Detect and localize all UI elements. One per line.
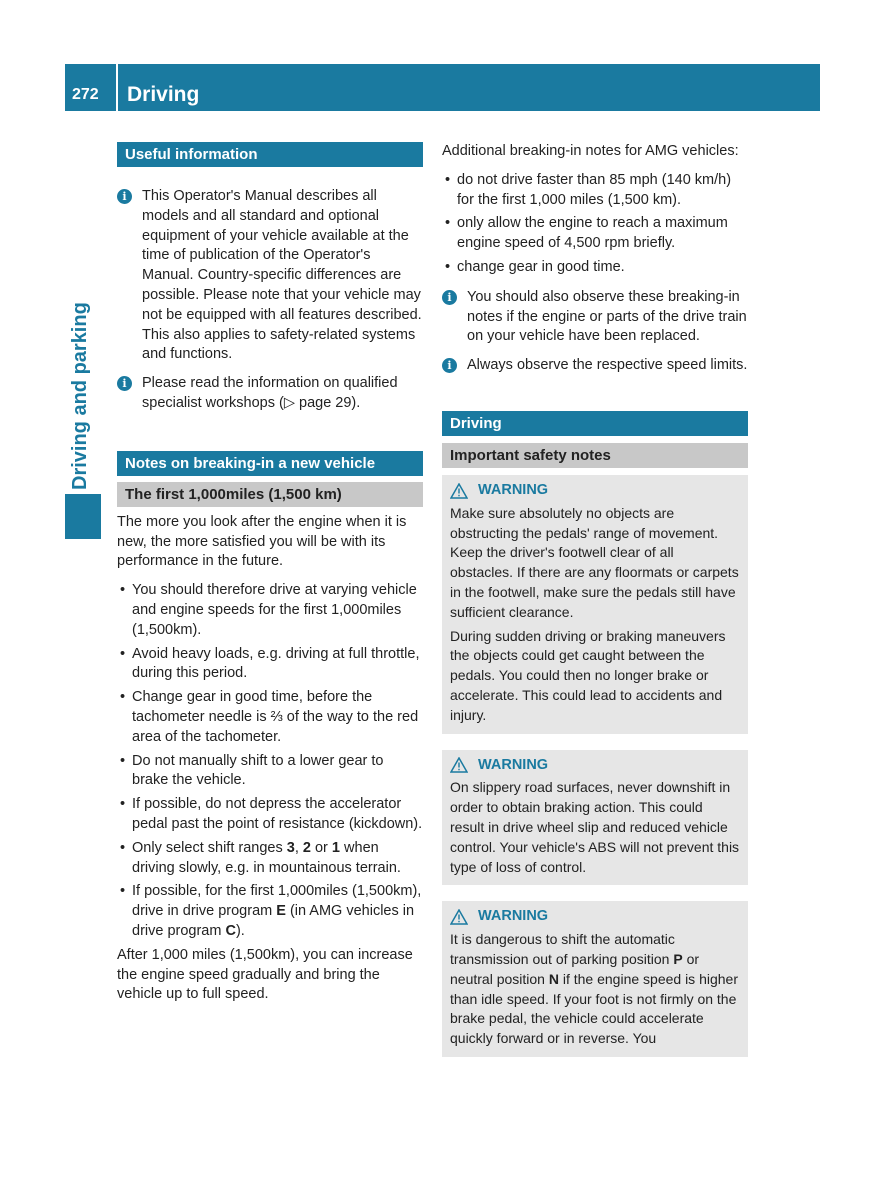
subheading-first-1000-miles: The first 1,000miles (1,500 km) <box>117 482 423 507</box>
breaking-in-outro: After 1,000 miles (1,500km), you can increase the engine speed gradually and bring the vehicle up to full speed. <box>117 946 413 1003</box>
side-tab-label: Driving and parking <box>69 302 91 490</box>
warning-text: During sudden driving or braking maneuvers the objects could get caught between the pedals. You could then no longer brake or accelerate. This could lead to accidents and injury. <box>450 627 726 723</box>
info-note-text: Always observe the respective speed limits. <box>467 357 748 374</box>
left-column <box>117 142 423 1014</box>
warning-label: WARNING <box>478 756 549 773</box>
list-item: • Change gear in good time, before the tachometer needle is ⅔ of the way to the red area of the tachometer. <box>117 688 423 747</box>
breaking-in-intro: The more you look after the engine when it is new, the more satisfied you will be with its performance in the future. <box>117 513 407 570</box>
info-note <box>442 356 748 376</box>
page-number: 272 <box>72 86 99 103</box>
warning-triangle-icon <box>450 483 468 499</box>
info-icon: i <box>442 290 457 305</box>
warning-box <box>442 901 748 1057</box>
section-heading-driving: Driving <box>442 411 748 436</box>
list-item: • Avoid heavy loads, e.g. driving at full throttle, during this period. <box>117 645 423 685</box>
info-icon: i <box>442 358 457 373</box>
chapter-title: Driving <box>127 83 200 106</box>
subheading-important-safety-notes: Important safety notes <box>442 443 748 468</box>
warning-text: It is dangerous to shift the automatic transmission out of parking position P or neutral position N if the engine speed is higher than idle speed. If your foot is not firmly on the brake pedal, the vehicle could accelerate quickly forward or in reverse. You <box>450 931 738 1047</box>
amg-list <box>442 171 748 278</box>
section-heading-breaking-in: Notes on breaking-in a new vehicle <box>117 451 423 476</box>
right-column <box>442 142 748 1057</box>
info-icon: i <box>117 376 132 391</box>
list-item: • change gear in good time. <box>442 258 748 278</box>
info-note <box>117 374 423 414</box>
list-item: • If possible, for the first 1,000miles (1,500km), drive in drive program E (in AMG vehicles in drive program C). <box>117 882 423 941</box>
breaking-in-list <box>117 581 423 942</box>
amg-intro: Additional breaking-in notes for AMG vehicles: <box>442 143 739 159</box>
info-note-text: Please read the information on qualified specialist workshops (▷ page 29). <box>142 375 398 411</box>
warning-triangle-icon <box>450 757 468 773</box>
warning-label: WARNING <box>478 908 549 925</box>
info-note <box>442 288 748 347</box>
list-item: • Only select shift ranges 3, 2 or 1 when driving slowly, e.g. in mountainous terrain. <box>117 839 423 879</box>
warning-box <box>442 475 748 734</box>
warning-triangle-icon <box>450 909 468 925</box>
warning-box <box>442 750 748 886</box>
list-item: • If possible, do not depress the accelerator pedal past the point of resistance (kickdown). <box>117 795 423 835</box>
list-item: • Do not manually shift to a lower gear to brake the vehicle. <box>117 752 423 792</box>
list-item: • do not drive faster than 85 mph (140 km/h) for the first 1,000 miles (1,500 km). <box>442 171 748 211</box>
list-item: • You should therefore drive at varying vehicle and engine speeds for the first 1,000miles (1,500km). <box>117 581 423 640</box>
warning-text: Make sure absolutely no objects are obstructing the pedals' range of movement. Keep the driver's footwell clear of all obstacles. If there are any floormats or carpets in the footwell, make sure the pedals still have sufficient clearance. <box>450 504 739 620</box>
warning-label: WARNING <box>478 481 549 498</box>
info-note-text: This Operator's Manual describes all models and all standard and optional equipment of your vehicle available at the time of publication of the Operator's Manual. Country-specific differences are possible. Please note that your vehicle may not be equipped with all features described. This also applies to safety-related systems and functions. <box>142 188 422 363</box>
list-item: • only allow the engine to reach a maximum engine speed of 4,500 rpm briefly. <box>442 214 748 254</box>
info-note-text: You should also observe these breaking-in notes if the engine or parts of the drive train on your vehicle have been replaced. <box>467 288 747 345</box>
info-note <box>117 187 423 365</box>
side-tab-marker <box>65 494 101 539</box>
warning-text: On slippery road surfaces, never downshift in order to obtain braking action. This could result in drive wheel slip and reduced vehicle control. Your vehicle's ABS will not prevent this type of loss of control. <box>450 779 740 875</box>
section-heading-useful-information: Useful information <box>117 142 423 167</box>
header-divider <box>116 64 118 111</box>
info-icon: i <box>117 189 132 204</box>
